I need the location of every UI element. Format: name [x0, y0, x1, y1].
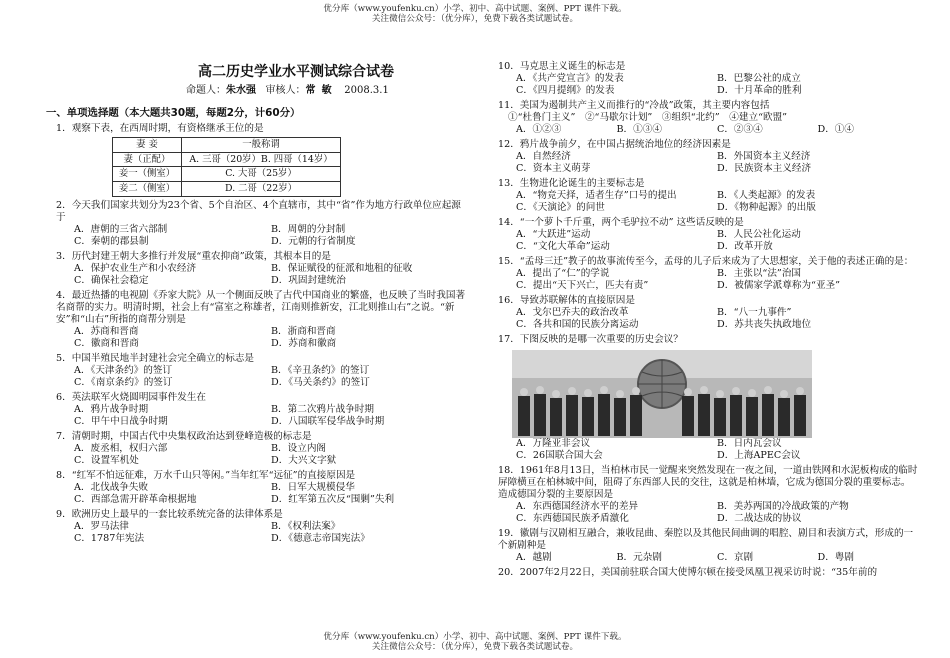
answer-option: D．八国联军侵华战争时期: [271, 415, 385, 427]
question-item: [46, 470, 468, 506]
answer-option: D．苏共丧失执政地位: [717, 318, 812, 330]
answer-option: A．东西德国经济水平的差异: [516, 500, 639, 512]
option-row: [516, 307, 918, 319]
answer-option: C．东西德国民族矛盾激化: [516, 512, 629, 524]
answer-option: B．《权利法案》: [271, 520, 341, 532]
answer-option: A．“大跃进”运动: [516, 228, 591, 240]
question-item: [46, 392, 468, 428]
answer-option: C．1787年宪法: [74, 532, 145, 544]
question-stem: 18．1961年8月13日，当柏林市民一觉醒来突然发现在一夜之间，一道由铁网和水泥板构成的临时屏障横亘在柏林城中间，阻碍了东西部人民的交往，这就是柏林墙，它成为德国分裂的重要标志。造成德国分裂的主要原因是: [498, 464, 918, 500]
answer-option: A．鸦片战争时期: [74, 403, 149, 415]
question-stem: 7．清朝时期，中国古代中央集权政治达到登峰造极的标志是: [56, 430, 312, 442]
question-item: [46, 123, 468, 197]
answer-option: C．②③④: [717, 123, 763, 135]
reviewer-name: 常 敏: [305, 84, 332, 96]
question-item: [488, 465, 918, 525]
question-stem: 1．观察下表，在西周时期，有资格继承王位的是: [56, 123, 264, 134]
option-row: [516, 268, 918, 280]
section-heading: 一、单项选择题（本大题共30题，每题2分，计60分）: [46, 107, 301, 119]
answer-option: B．第二次鸦片战争时期: [271, 403, 374, 415]
answer-option: C．设置军机处: [74, 454, 139, 466]
question-stem: 17．下图反映的是哪一次重要的历史会议？: [498, 333, 683, 345]
answer-option: A．北伐战争失败: [74, 481, 149, 493]
question-list-left: [46, 123, 468, 545]
question-stem: 19．徽剧与汉剧相互融合，兼收昆曲、秦腔以及其他民间曲调的唱腔、剧目和表演方式，形成的一个新剧种是: [498, 527, 914, 551]
option-row: [74, 482, 468, 494]
answer-option: C．徽商和晋商: [74, 337, 139, 349]
question-item: [488, 100, 918, 136]
option-row: [74, 521, 468, 533]
page-footer: [0, 632, 950, 653]
question-item: [488, 256, 918, 292]
table-cell: 妾二（侧室）: [113, 182, 182, 197]
answer-option: C．各共和国的民族分离运动: [516, 318, 639, 330]
answer-option: B．“八一九事件”: [717, 306, 792, 318]
question-stem: 20．2007年2月22日，美国前驻联合国大使博尔顿在接受凤凰卫视采访时说：“35年前的: [498, 566, 878, 578]
option-row: [516, 450, 918, 462]
question-item: [488, 217, 918, 253]
option-row: [516, 73, 918, 85]
apec-group-photo: [512, 350, 812, 438]
answer-option: D．十月革命的胜利: [717, 84, 802, 96]
option-row: [74, 263, 468, 275]
answer-option: A．①②③: [516, 123, 562, 135]
question-stem: 6．英法联军火烧圆明园事件发生在: [56, 391, 207, 403]
answer-option: A．戈尔巴乔夫的政治改革: [516, 306, 629, 318]
header-line-1: 优分库（www.youfenku.cn）小学、初中、高中试题、案例、PPT 课件下载。: [323, 4, 627, 14]
answer-option: A．万隆亚非会议: [516, 437, 591, 449]
answer-option: B．设立内阁: [271, 442, 327, 454]
header-line-2: 关注微信公众号：（优分库），免费下载各类试题试卷。: [371, 14, 579, 25]
answer-option: A．保护农业生产和小农经济: [74, 262, 197, 274]
answer-option: D．二战达成的协议: [717, 512, 802, 524]
question-item: [488, 139, 918, 175]
option-row: [516, 163, 918, 175]
option-row: [516, 151, 918, 163]
question-stem: 2．今天我们国家共划分为23个省、5个自治区、4个直辖市，其中“省”作为地方行政单位应起源于: [56, 199, 461, 223]
question-item: [488, 528, 918, 564]
question-stem: 11．美国为遏制共产主义而推行的“冷战”政策，其主要内容包括: [498, 99, 770, 111]
question-stem: 3．历代封建王朝大多推行并发展“重农抑商”政策，其根本目的是: [56, 250, 331, 262]
answer-option: B．①③④: [616, 123, 662, 135]
question-item: [46, 200, 468, 248]
question-stem: 4．最近热播的电视剧《乔家大院》从一个侧面反映了古代中国商业的繁盛，也反映了当时我国著名商帮的实力。明清时期，社会上有“富室之称雄者，江南则推新安，江北则推山右”之说。“新安”和“山右”所指的商帮分别是: [56, 289, 466, 325]
answer-option: D．《物种起源》的出版: [717, 201, 816, 213]
option-row: [516, 319, 918, 331]
answer-option: C．京剧: [717, 551, 754, 563]
question-stem: 14．“一个萝卜千斤重，两个毛驴拉不动” 这些话反映的是: [498, 216, 744, 228]
question-item: [46, 353, 468, 389]
answer-option: D．上海APEC会议: [717, 449, 801, 461]
answer-option: C．确保社会稳定: [74, 274, 149, 286]
answer-option: C．甲午中日战争时期: [74, 415, 168, 427]
answer-option: B．外国资本主义经济: [717, 150, 811, 162]
answer-option: B．主张以“法”治国: [717, 267, 802, 279]
answer-option: D．改革开放: [717, 240, 773, 252]
answer-option: A．《共产党宣言》的发表: [516, 72, 624, 84]
table-cell: A. 三哥（20岁）B. 四哥（14岁）: [182, 152, 341, 167]
answer-option: A．废丞相，权归六部: [74, 442, 168, 454]
option-row: [74, 236, 468, 248]
answer-option: C．西部急需开辟革命根据地: [74, 493, 197, 505]
option-row: [74, 365, 468, 377]
answer-option: B．周朝的分封制: [271, 223, 346, 235]
question-stem: 16．导致苏联解体的直接原因是: [498, 294, 635, 306]
answer-option: B．浙商和晋商: [271, 325, 336, 337]
answer-option: C．提出“天下兴亡，匹夫有责”: [516, 279, 649, 291]
table-cell: C. 大哥（25岁）: [182, 167, 341, 182]
option-row: [516, 501, 918, 513]
option-row: [516, 124, 918, 136]
option-row: [74, 377, 468, 389]
question-item: [488, 334, 918, 462]
option-row: [516, 190, 918, 202]
answer-option: D．民族资本主义经济: [717, 162, 812, 174]
question-item: [46, 509, 468, 545]
question-stem: 12．鸦片战争前夕，在中国占据统治地位的经济因素是: [498, 138, 731, 150]
question-stem: 8．“红军不怕远征难，万水千山只等闲。”当年红军“远征”的直接原因是: [56, 469, 356, 481]
answer-option: B．保证赋役的征派和地租的征收: [271, 262, 413, 274]
question-item: [46, 431, 468, 467]
question-item: [488, 178, 918, 214]
author-label: 命题人：: [186, 84, 226, 96]
answer-option: D．《德意志帝国宪法》: [271, 532, 370, 544]
question-item: [46, 290, 468, 350]
question-item: [488, 295, 918, 331]
option-row: [74, 533, 468, 545]
question-stem: 10．马克思主义诞生的标志是: [498, 61, 626, 72]
succession-table: [112, 137, 341, 197]
table-header-cell: 妻 妾: [113, 137, 182, 152]
question-sub-items: ①“杜鲁门主义” ②“马歇尔计划” ③组织“北约” ④建立“欧盟”: [508, 111, 788, 123]
answer-option: A．苏商和晋商: [74, 325, 139, 337]
answer-option: C．《四月提纲》的发表: [516, 84, 615, 96]
answer-option: B．人民公社化运动: [717, 228, 801, 240]
option-row: [74, 455, 468, 467]
answer-option: A．罗马法律: [74, 520, 129, 532]
option-row: [516, 85, 918, 97]
answer-option: A．《天津条约》的签订: [74, 364, 173, 376]
answer-option: C．“文化大革命”运动: [516, 240, 610, 252]
question-list-right: [488, 61, 918, 578]
table-header-cell: 一般称谓: [182, 137, 341, 152]
answer-option: D．①④: [817, 123, 854, 135]
option-row: [74, 416, 468, 428]
answer-option: D．大兴文字狱: [271, 454, 337, 466]
author-name: 朱水强: [226, 84, 256, 96]
option-row: [516, 229, 918, 241]
question-item: [46, 251, 468, 287]
answer-option: D．元朝的行省制度: [271, 235, 356, 247]
option-row: [516, 241, 918, 253]
footer-line-2: 关注微信公众号：（优分库），免费下载各类试题试卷。: [371, 642, 579, 653]
option-row: [74, 404, 468, 416]
answer-option: D．红军第五次反“围剿”失利: [271, 493, 395, 505]
answer-option: B．《辛丑条约》的签订: [271, 364, 370, 376]
answer-option: C．秦朝的郡县制: [74, 235, 149, 247]
answer-option: C．26国联合国大会: [516, 449, 603, 461]
answer-option: C．资本主义萌芽: [516, 162, 591, 174]
option-row: [74, 224, 468, 236]
answer-option: C．《天演论》的问世: [516, 201, 605, 213]
page-header: [0, 4, 950, 25]
answer-option: D．粤剧: [817, 551, 854, 563]
table-cell: D. 二哥（22岁）: [182, 182, 341, 197]
table-cell: 妾一（侧室）: [113, 167, 182, 182]
question-item: [488, 61, 918, 97]
option-row: [516, 513, 918, 525]
question-stem: 15．“孟母三迁”教子的故事流传至今，孟母的儿子后来成为了大思想家，关于他的表述正确的是：: [498, 255, 914, 267]
paper-date: 2008.3.1: [344, 84, 389, 96]
table-cell: 妻（正配）: [113, 152, 182, 167]
answer-option: B．《人类起源》的发表: [717, 189, 816, 201]
answer-option: D．被儒家学派尊称为“亚圣”: [717, 279, 841, 291]
option-row: [516, 552, 918, 564]
reviewer-label: 审核人：: [265, 84, 306, 96]
answer-option: A．提出了“仁”的学说: [516, 267, 610, 279]
option-row: [74, 338, 468, 350]
option-row: [74, 275, 468, 287]
paper-title: 高二历史学业水平测试综合试卷: [198, 64, 394, 80]
option-row: [74, 494, 468, 506]
answer-option: C．《南京条约》的签订: [74, 376, 173, 388]
option-row: [516, 202, 918, 214]
option-row: [516, 438, 918, 450]
answer-option: B．日内瓦会议: [717, 437, 782, 449]
option-row: [74, 443, 468, 455]
footer-line-1: 优分库（www.youfenku.cn）小学、初中、高中试题、案例、PPT 课件下载。: [323, 632, 627, 642]
answer-option: B．日军大规模侵华: [271, 481, 355, 493]
left-column: [46, 60, 468, 545]
answer-option: D．苏商和徽商: [271, 337, 337, 349]
answer-option: D．巩固封建统治: [271, 274, 346, 286]
answer-option: B．美苏两国的冷战政策的产物: [717, 500, 849, 512]
answer-option: B．元杂剧: [616, 551, 662, 563]
question-stem: 5．中国半殖民地半封建社会完全确立的标志是: [56, 352, 254, 364]
answer-option: A．越剧: [516, 551, 552, 563]
answer-option: B．巴黎公社的成立: [717, 72, 801, 84]
answer-option: D．《马关条约》的签订: [271, 376, 370, 388]
answer-option: A．唐朝的三省六部制: [74, 223, 168, 235]
question-stem: 9．欧洲历史上最早的一套比较系统完备的法律体系是: [56, 508, 283, 520]
right-column: [488, 58, 918, 578]
question-item: [488, 567, 918, 579]
answer-option: A．自然经济: [516, 150, 571, 162]
option-row: [74, 326, 468, 338]
answer-option: A．“物竞天择，适者生存”口号的提出: [516, 189, 677, 201]
question-stem: 13．生物进化论诞生的主要标志是: [498, 177, 645, 189]
option-row: [516, 280, 918, 292]
paper-authors: [186, 85, 468, 98]
